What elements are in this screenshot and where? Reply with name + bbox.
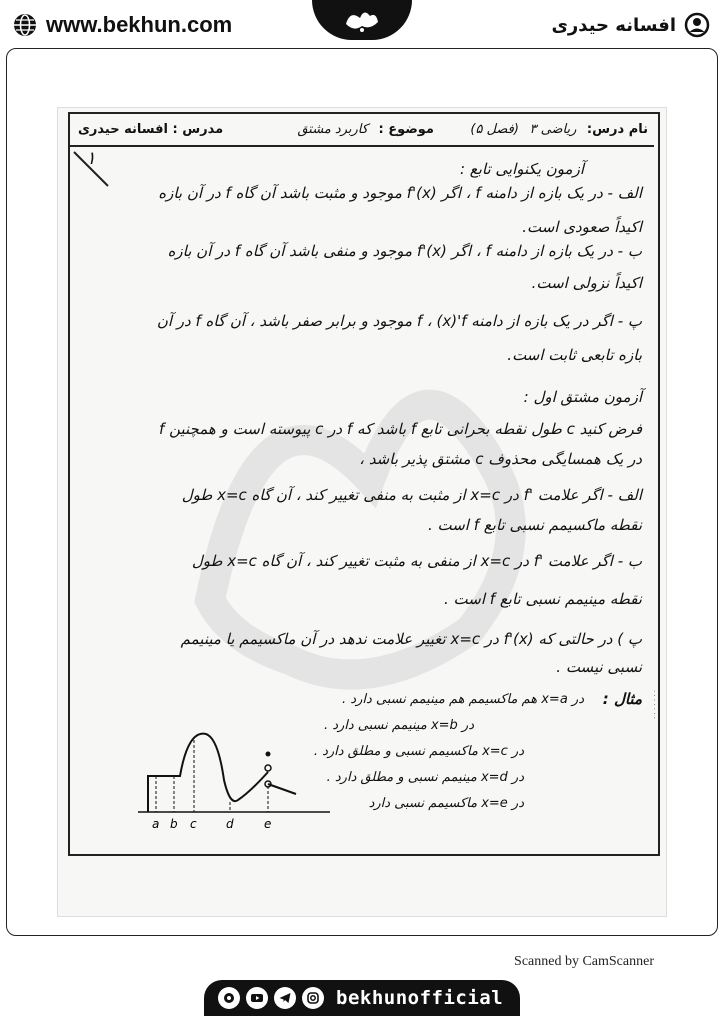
- instagram-icon: [306, 991, 320, 1005]
- text-line: آزمون یکنوایی تابع :: [459, 160, 584, 178]
- text-line: الف - در یک بازه از دامنه f ، اگر (x)'f موجود و مثبت باشد آن گاه f در آن بازه: [158, 184, 642, 202]
- teacher-field: مدرس : افسانه حیدری: [78, 122, 224, 137]
- telegram-link[interactable]: [274, 987, 296, 1009]
- logo-icon: [340, 4, 384, 36]
- example-line: در x=e ماکسیمم نسبی دارد: [368, 796, 524, 811]
- social-bar: [204, 980, 520, 1016]
- text-line: در یک همسایگی محذوف c مشتق پذیر باشد ،: [359, 450, 642, 468]
- filled-point: [266, 752, 271, 757]
- example-title: مثال :: [602, 690, 642, 708]
- text-line: بازه تابعی ثابت است.: [507, 346, 642, 364]
- website-link[interactable]: [12, 10, 232, 40]
- example-graph: [138, 720, 338, 840]
- function-tail: [268, 784, 296, 794]
- text-line: ب - اگر علامت 'f در x=c از منفی به مثبت تغییر کند ، آن گاه x=c طول: [191, 552, 642, 570]
- text-line: اکیداً نزولی است.: [531, 274, 642, 292]
- subject-value: ریاضی ۳: [529, 122, 577, 137]
- site-logo[interactable]: [312, 0, 412, 40]
- text-line: اکیداً صعودی است.: [522, 218, 642, 236]
- instagram-link[interactable]: [302, 987, 324, 1009]
- tick-label-b: b: [170, 817, 178, 831]
- side-margin-note: . . . . . . .: [652, 690, 660, 719]
- topic-field: [297, 122, 434, 137]
- author-name: افسانه حیدری: [551, 14, 676, 36]
- social-handle[interactable]: bekhunofficial: [336, 987, 504, 1009]
- top-bar: [0, 0, 724, 52]
- text-line: فرض کنید c طول نقطه بحرانی تابع f باشد که f در c پیوسته است و همچنین f: [159, 420, 642, 438]
- tick-label-a: a: [152, 817, 160, 831]
- tick-label-e: e: [264, 817, 272, 831]
- topic-value: کاربرد مشتق: [297, 122, 368, 137]
- text-line: ب - در یک بازه از دامنه f ، اگر (x)'f موجود و منفی باشد آن گاه f در آن بازه: [167, 242, 642, 260]
- globe-icon: [12, 12, 38, 38]
- example-line: در x=a هم ماکسیمم هم مینیمم نسبی دارد .: [342, 692, 584, 707]
- subject-label: نام درس:: [586, 122, 648, 137]
- user-icon: [684, 12, 710, 38]
- subject-field: [470, 122, 648, 137]
- chapter-value: (فصل ۵): [470, 122, 519, 137]
- topic-label: موضوع :: [378, 122, 434, 137]
- telegram-icon: [278, 991, 292, 1005]
- function-curve: [148, 734, 268, 812]
- watermark-logo: [170, 300, 550, 720]
- website-text: www.bekhun.com: [46, 12, 233, 37]
- text-line: نقطه ماکسیمم نسبی تابع f است .: [427, 516, 642, 534]
- youtube-icon: [250, 991, 264, 1005]
- example-line: در x=b مینیمم نسبی دارد .: [323, 718, 474, 733]
- header-divider: [70, 145, 654, 147]
- page-number: ۱: [86, 148, 96, 169]
- scanner-credit: Scanned by CamScanner: [514, 954, 654, 969]
- text-line: پ - اگر در یک بازه از دامنه f ، (x)'f موجود و برابر صفر باشد ، آن گاه f در آن: [156, 312, 642, 330]
- tick-label-d: d: [226, 817, 234, 831]
- example-line: در x=c ماکسیمم نسبی و مطلق دارد .: [313, 744, 524, 759]
- pinterest-link[interactable]: [218, 987, 240, 1009]
- text-line: آزمون مشتق اول :: [523, 388, 642, 406]
- youtube-link[interactable]: [246, 987, 268, 1009]
- text-line: الف - اگر علامت 'f در x=c از مثبت به منفی تغییر کند ، آن گاه x=c طول: [181, 486, 642, 504]
- tick-label-c: c: [190, 817, 197, 831]
- document-header: [70, 114, 654, 144]
- open-point: [265, 765, 271, 771]
- text-line: نقطه مینیمم نسبی تابع f است .: [443, 590, 642, 608]
- text-line: پ ) در حالتی که (x)'f در x=c تغییر علامت ندهد در آن ماکسیمم یا مینیمم: [180, 630, 642, 648]
- author-badge: [551, 10, 710, 40]
- text-line: نسبی نیست .: [556, 658, 642, 676]
- pinterest-icon: [222, 991, 236, 1005]
- example-line: در x=d مینیمم نسبی و مطلق دارد .: [326, 770, 524, 785]
